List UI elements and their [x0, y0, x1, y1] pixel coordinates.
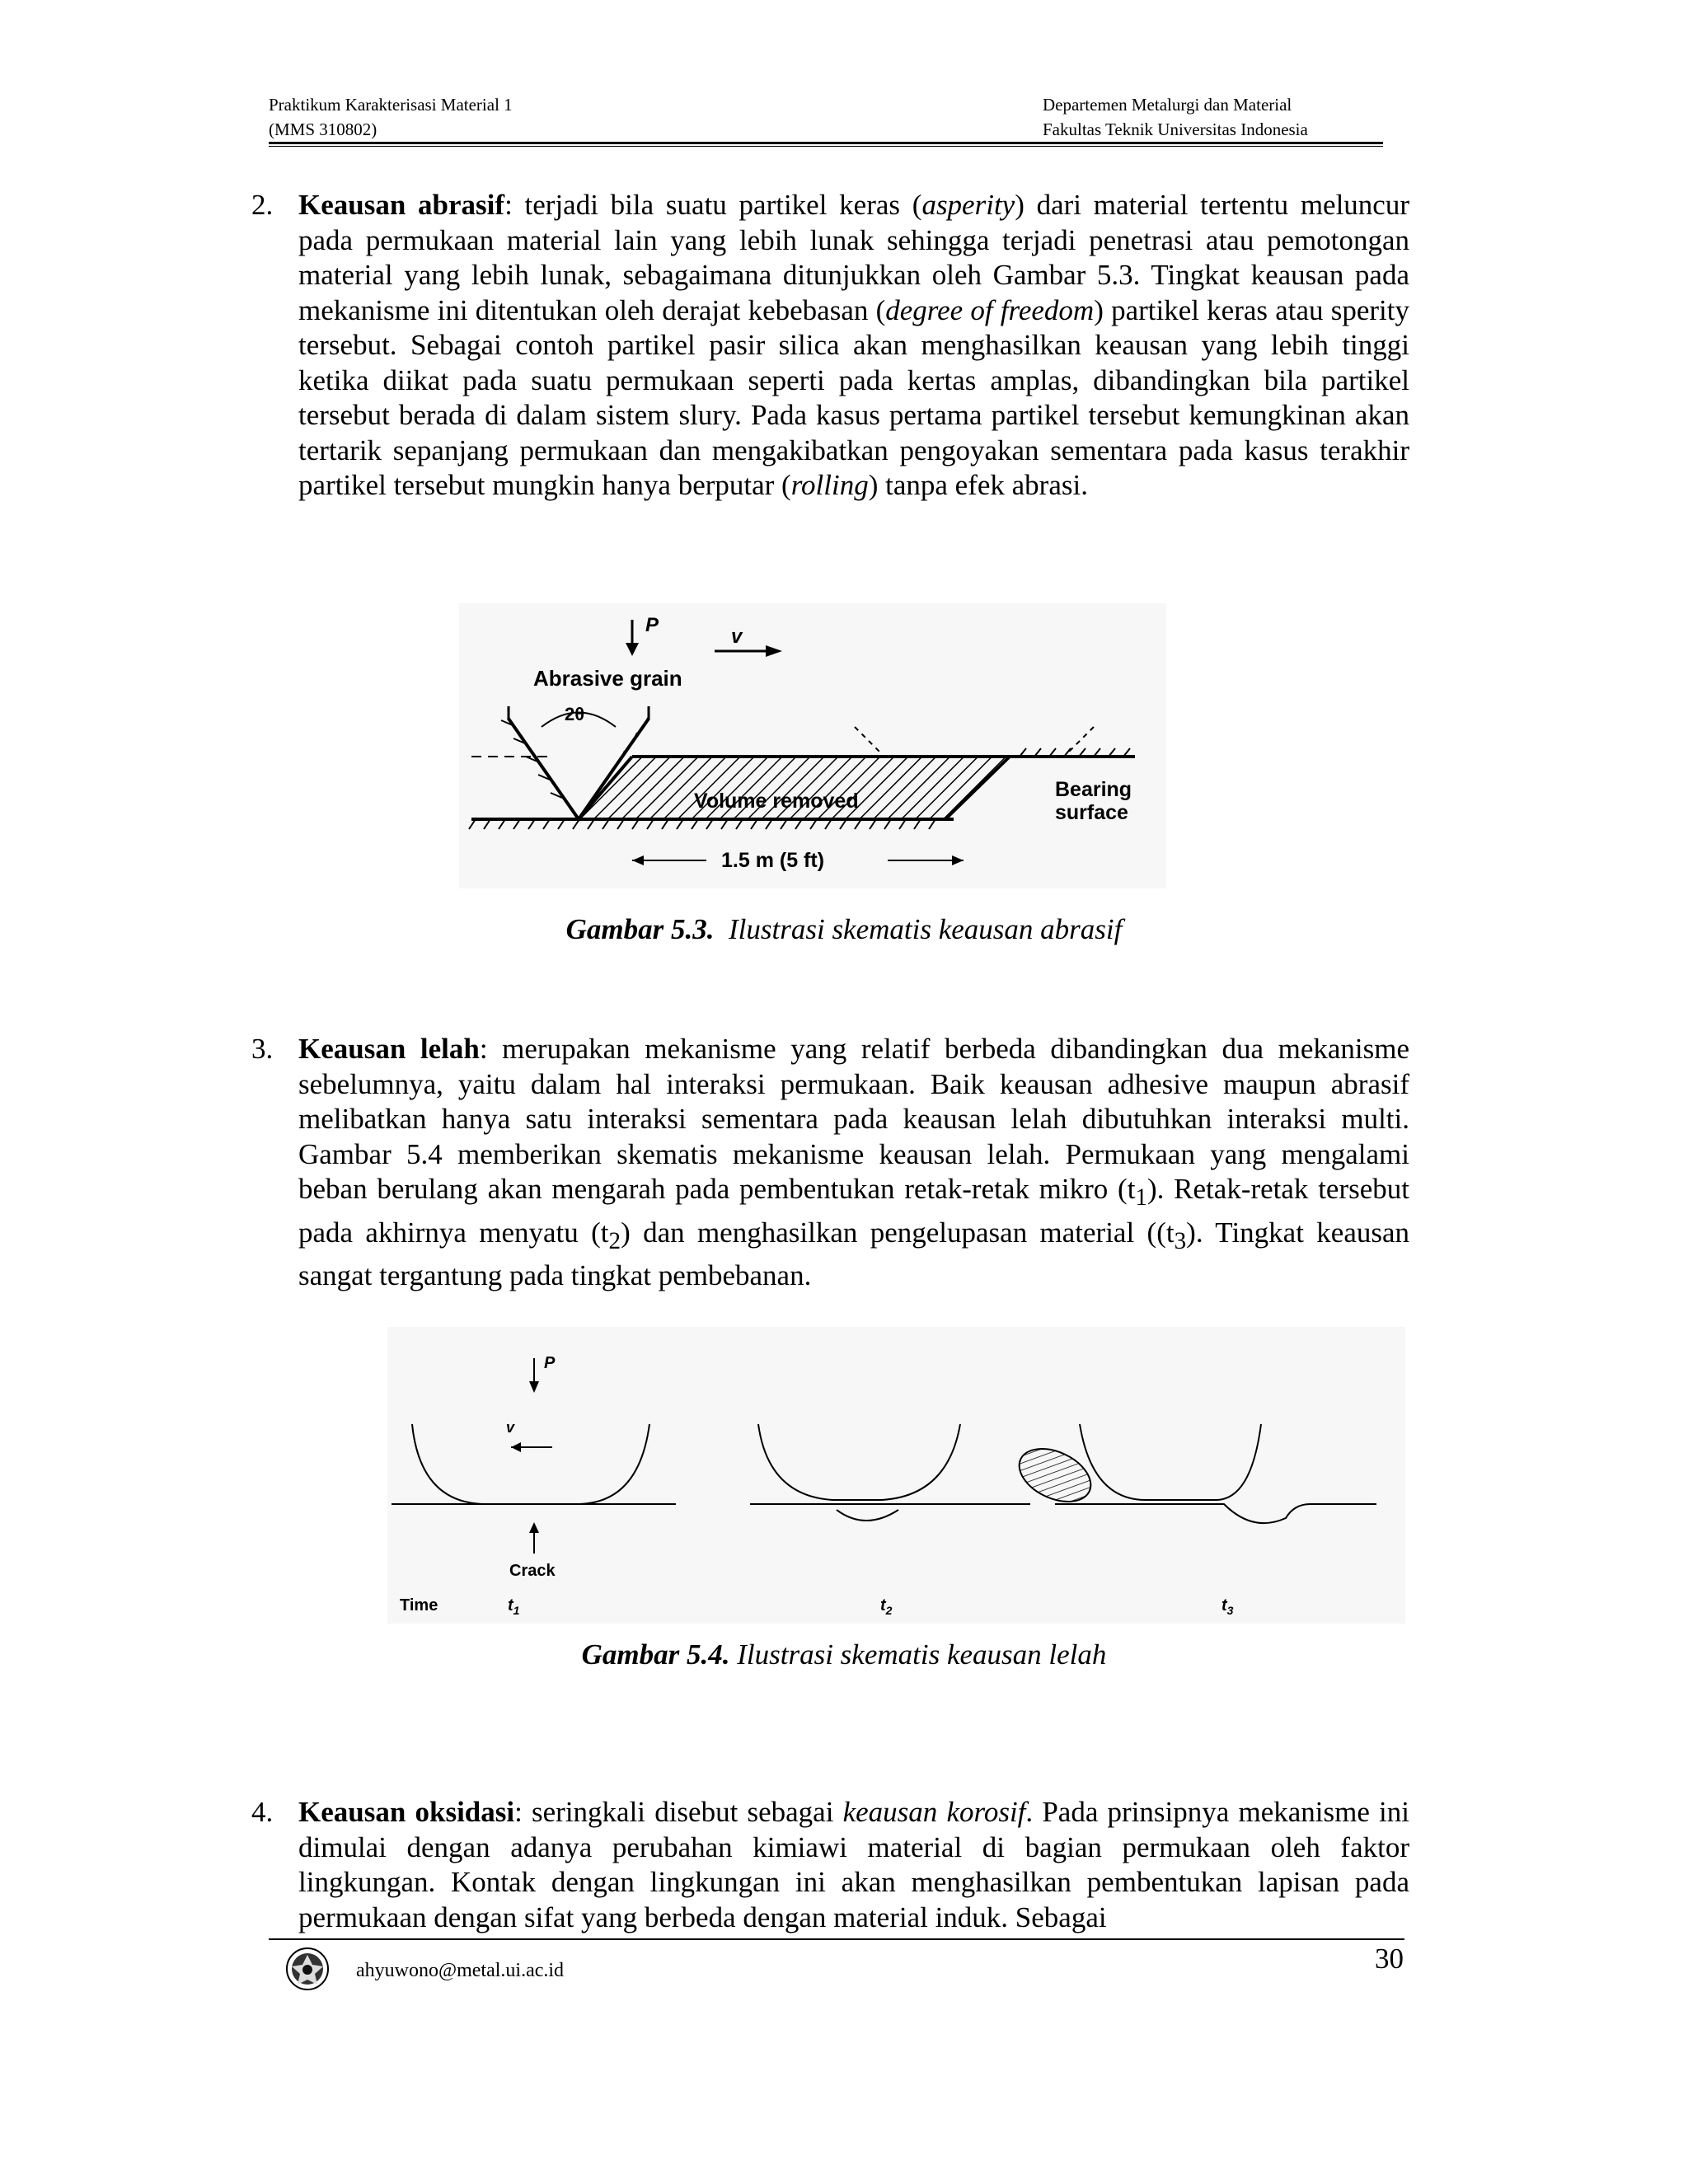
section-term: Keausan lelah	[298, 1033, 480, 1065]
time-label: Time	[400, 1596, 438, 1615]
volume-removed-label: Volume removed	[694, 790, 859, 813]
section-term: Keausan abrasif	[298, 189, 505, 221]
page-number: 30	[1375, 1943, 1404, 1975]
stage-label-t1: $t_1$	[508, 1596, 520, 1617]
body-text: . Pada prinsipnya mekanisme ini dimulai dengan adanya perubahan kimiawi material di bagian permukaan oleh faktor lingkungan. Kontak dengan lingkungan ini akan menghasilkan pembentukan lapisan pada permukaan dengan sifat yang berbeda dengan material induk. Sebagai	[298, 1796, 1409, 1933]
caption-text: Ilustrasi skematis keausan lelah	[737, 1638, 1107, 1671]
figure-54-caption	[0, 1638, 1688, 1671]
section-body	[298, 1795, 1409, 1935]
body-text: ) dan menghasilkan pengelupasan material ((t	[621, 1216, 1175, 1249]
footer-rule	[269, 1938, 1404, 1940]
figure-53-caption	[0, 913, 1688, 946]
caption-label: Gambar 5.4.	[581, 1638, 730, 1671]
body-text: ) partikel keras atau sperity tersebut. Sebagai contoh partikel pasir silica akan menghasilkan keausan yang lebih tinggi ketika diikat pada suatu permukaan seperti pada kertas amplas, dibandingkan bila partikel tersebut berada di dalam sistem slury. Pada kasus pertama partikel tersebut kemungkinan akan tertarik sepanjang permukaan dan mengakibatkan pengoyakan sementara pada kasus terakhir partikel tersebut mungkin hanya berputar (	[298, 293, 1409, 501]
subscript: 3	[1174, 1227, 1187, 1254]
body-text: ). Tingkat keausan sangat tergantung pada tingkat pembebanan.	[298, 1216, 1410, 1291]
body-text: ) tanpa efek abrasi.	[868, 469, 1088, 501]
velocity-label: v	[506, 1419, 515, 1436]
velocity-label: v	[731, 626, 743, 648]
body-text: : seringkali disebut sebagai	[514, 1796, 843, 1828]
section-term: Keausan oksidasi	[298, 1796, 515, 1828]
length-label: 1.5 m (5 ft)	[721, 849, 825, 872]
caption-label: Gambar 5.3.	[565, 913, 715, 945]
body-italic: keausan korosif	[842, 1796, 1026, 1828]
stage-label-t2: $t_2$	[880, 1596, 893, 1617]
load-label: P	[645, 614, 659, 636]
load-label: P	[544, 1354, 556, 1372]
abrasive-grain-label: Abrasive grain	[533, 666, 682, 691]
header-rule-thin	[269, 146, 1383, 147]
body-text: : terjadi bila suatu partikel keras (	[504, 189, 922, 221]
subscript: 2	[608, 1227, 621, 1254]
body-text: ). Retak-retak tersebut pada akhirnya menyatu (t	[298, 1173, 1409, 1249]
figure-fatigue-wear-diagram	[387, 1327, 1405, 1624]
angle-label: 2θ	[565, 704, 585, 724]
section-body	[298, 1032, 1409, 1294]
section-number: 3.	[251, 1033, 274, 1065]
figure-abrasive-wear-diagram	[459, 603, 1166, 888]
crack-label: Crack	[509, 1562, 556, 1580]
body-italic: rolling	[790, 469, 869, 501]
caption-text: Ilustrasi skematis keausan abrasif	[729, 913, 1123, 945]
header-course-code: (MMS 310802)	[269, 120, 377, 139]
subscript: 1	[1135, 1184, 1147, 1211]
university-logo-icon	[285, 1947, 330, 1991]
section-body	[298, 188, 1409, 504]
section-abrasive-wear	[251, 188, 1409, 504]
bearing-label-line2: surface	[1055, 801, 1128, 824]
header-course-title: Praktikum Karakterisasi Material 1	[269, 95, 513, 115]
footer-email: ahyuwono@metal.ui.ac.id	[356, 1960, 565, 1981]
header-rule	[269, 142, 1383, 144]
header-department: Departemen Metalurgi dan Material	[1043, 95, 1292, 115]
section-number: 2.	[251, 189, 274, 221]
figure-background	[459, 603, 1166, 888]
header-left	[269, 92, 513, 142]
section-oxidation-wear	[251, 1795, 1409, 1935]
header-faculty: Fakultas Teknik Universitas Indonesia	[1043, 120, 1308, 139]
body-text: ) dari material tertentu meluncur pada permukaan material lain yang lebih lunak sehingga terjadi penetrasi atau pemotongan material yang lebih lunak, sebagaimana ditunjukkan oleh Gambar 5.3. Tingkat keausan pada mekanisme ini ditentukan oleh derajat kebebasan (	[298, 189, 1409, 326]
header-right	[1043, 92, 1308, 142]
section-fatigue-wear	[251, 1032, 1409, 1294]
bearing-label-line1: Bearing	[1055, 778, 1132, 801]
section-number: 4.	[251, 1796, 274, 1828]
body-italic: asperity	[921, 189, 1015, 221]
body-text: : merupakan mekanisme yang relatif berbeda dibandingkan dua mekanisme sebelumnya, yaitu dalam hal interaksi permukaan. Baik keausan adhesive maupun abrasif melibatkan hanya satu interaksi sementara pada keausan lelah dibutuhkan interaksi multi. Gambar 5.4 memberikan skematis mekanisme keausan lelah. Permukaan yang mengalami beban berulang akan mengarah pada pembentukan retak-retak mikro (t	[298, 1033, 1409, 1205]
body-italic: degree of freedom	[885, 293, 1095, 326]
stage-label-t3: $t_3$	[1221, 1596, 1234, 1617]
